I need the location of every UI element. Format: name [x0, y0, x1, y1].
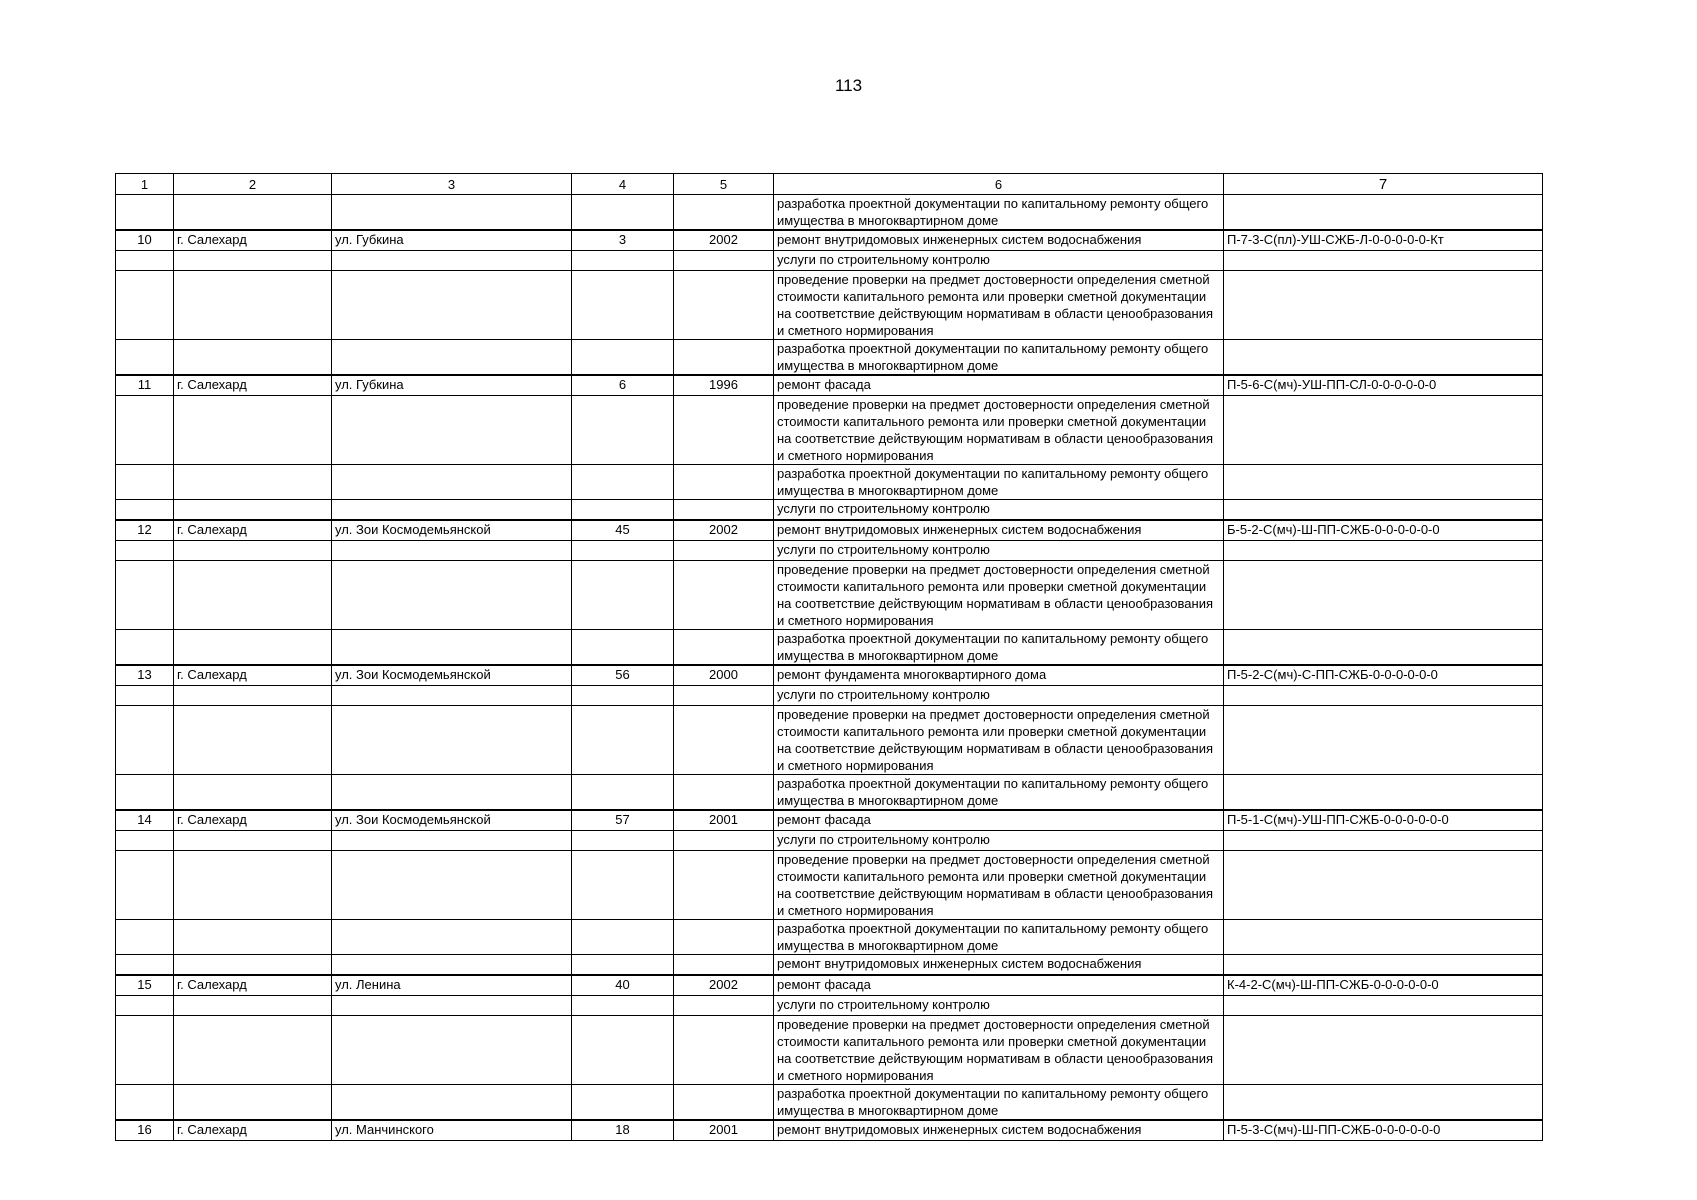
street-cell: ул. Губкина: [332, 375, 572, 396]
year-cell: [674, 686, 774, 706]
repair-registry-table: [115, 173, 1543, 1141]
house-number-cell: [572, 630, 674, 666]
work-type-cell: ремонт внутридомовых инженерных систем водоснабжения: [774, 520, 1224, 541]
house-number-cell: [572, 996, 674, 1016]
year-cell: 2002: [674, 230, 774, 251]
table-body: [116, 195, 1543, 1141]
year-cell: [674, 195, 774, 231]
street-cell: ул. Губкина: [332, 230, 572, 251]
building-code-cell: [1224, 251, 1543, 271]
work-type-cell: услуги по строительному контролю: [774, 251, 1224, 271]
house-number-cell: 6: [572, 375, 674, 396]
street-cell: [332, 831, 572, 851]
city-cell: [174, 955, 332, 976]
city-cell: г. Салехард: [174, 975, 332, 996]
street-cell: [332, 465, 572, 500]
table-row: [116, 195, 1543, 231]
table-row: [116, 1016, 1543, 1085]
city-cell: [174, 561, 332, 630]
row-number-cell: [116, 775, 174, 811]
row-number-cell: [116, 251, 174, 271]
row-number-cell: 12: [116, 520, 174, 541]
work-type-cell: услуги по строительному контролю: [774, 686, 1224, 706]
street-cell: [332, 500, 572, 521]
row-number-cell: [116, 686, 174, 706]
building-code-cell: [1224, 851, 1543, 920]
year-cell: 2002: [674, 975, 774, 996]
city-cell: г. Салехард: [174, 1120, 332, 1141]
work-type-cell: разработка проектной документации по капитальному ремонту общего имущества в многоквартирном доме: [774, 920, 1224, 955]
row-number-cell: [116, 195, 174, 231]
table-row: [116, 396, 1543, 465]
street-cell: [332, 630, 572, 666]
city-cell: [174, 396, 332, 465]
city-cell: [174, 775, 332, 811]
table-row: [116, 920, 1543, 955]
row-number-cell: [116, 500, 174, 521]
building-code-cell: [1224, 465, 1543, 500]
year-cell: [674, 920, 774, 955]
building-code-cell: [1224, 271, 1543, 340]
row-number-cell: [116, 831, 174, 851]
house-number-cell: 40: [572, 975, 674, 996]
city-cell: [174, 706, 332, 775]
house-number-cell: [572, 561, 674, 630]
year-cell: [674, 251, 774, 271]
year-cell: 2000: [674, 665, 774, 686]
house-number-cell: [572, 1085, 674, 1121]
street-cell: [332, 1016, 572, 1085]
city-cell: [174, 686, 332, 706]
house-number-cell: [572, 396, 674, 465]
work-type-cell: разработка проектной документации по капитальному ремонту общего имущества в многоквартирном доме: [774, 1085, 1224, 1121]
house-number-cell: [572, 955, 674, 976]
street-cell: ул. Зои Космодемьянской: [332, 665, 572, 686]
work-type-cell: разработка проектной документации по капитальному ремонту общего имущества в многоквартирном доме: [774, 775, 1224, 811]
row-number-cell: 14: [116, 810, 174, 831]
house-number-cell: [572, 831, 674, 851]
street-cell: ул. Манчинского: [332, 1120, 572, 1141]
building-code-cell: [1224, 195, 1543, 231]
house-number-cell: [572, 1016, 674, 1085]
city-cell: [174, 851, 332, 920]
year-cell: [674, 340, 774, 376]
work-type-cell: проведение проверки на предмет достоверности определения сметной стоимости капитального ремонта или проверки сметной документации на соответствие действующим нормативам в области ценообразования и сметного нормирования: [774, 396, 1224, 465]
building-code-cell: [1224, 1016, 1543, 1085]
table-row: [116, 775, 1543, 811]
work-type-cell: проведение проверки на предмет достоверности определения сметной стоимости капитального ремонта или проверки сметной документации на соответствие действующим нормативам в области ценообразования и сметного нормирования: [774, 271, 1224, 340]
work-type-cell: ремонт фундамента многоквартирного дома: [774, 665, 1224, 686]
city-cell: г. Салехард: [174, 230, 332, 251]
table-row: [116, 975, 1543, 996]
house-number-cell: [572, 775, 674, 811]
row-number-cell: 10: [116, 230, 174, 251]
building-code-cell: [1224, 775, 1543, 811]
building-code-cell: П-7-3-С(пл)-УШ-СЖБ-Л-0-0-0-0-0-Кт: [1224, 230, 1543, 251]
column-number-row: [116, 174, 1543, 195]
table-row: [116, 1120, 1543, 1141]
city-cell: [174, 1085, 332, 1121]
city-cell: [174, 996, 332, 1016]
row-number-cell: [116, 996, 174, 1016]
building-code-cell: [1224, 831, 1543, 851]
work-type-cell: разработка проектной документации по капитальному ремонту общего имущества в многоквартирном доме: [774, 340, 1224, 376]
work-type-cell: ремонт фасада: [774, 810, 1224, 831]
street-cell: [332, 955, 572, 976]
year-cell: [674, 465, 774, 500]
year-cell: [674, 561, 774, 630]
house-number-cell: [572, 251, 674, 271]
house-number-cell: [572, 195, 674, 231]
work-type-cell: ремонт фасада: [774, 975, 1224, 996]
city-cell: [174, 195, 332, 231]
building-code-cell: Б-5-2-С(мч)-Ш-ПП-СЖБ-0-0-0-0-0-0: [1224, 520, 1543, 541]
year-cell: [674, 630, 774, 666]
work-type-cell: услуги по строительному контролю: [774, 831, 1224, 851]
street-cell: ул. Ленина: [332, 975, 572, 996]
house-number-cell: [572, 541, 674, 561]
table-row: [116, 271, 1543, 340]
street-cell: [332, 1085, 572, 1121]
building-code-cell: [1224, 630, 1543, 666]
building-code-cell: [1224, 500, 1543, 521]
work-type-cell: ремонт внутридомовых инженерных систем водоснабжения: [774, 1120, 1224, 1141]
city-cell: [174, 465, 332, 500]
building-code-cell: [1224, 996, 1543, 1016]
table-row: [116, 686, 1543, 706]
column-header: 6: [774, 174, 1224, 195]
city-cell: [174, 251, 332, 271]
year-cell: [674, 396, 774, 465]
street-cell: [332, 541, 572, 561]
column-header: 7: [1224, 174, 1543, 195]
street-cell: [332, 396, 572, 465]
street-cell: ул. Зои Космодемьянской: [332, 520, 572, 541]
row-number-cell: [116, 851, 174, 920]
work-type-cell: услуги по строительному контролю: [774, 500, 1224, 521]
work-type-cell: проведение проверки на предмет достоверности определения сметной стоимости капитального ремонта или проверки сметной документации на соответствие действующим нормативам в области ценообразования и сметного нормирования: [774, 851, 1224, 920]
table-row: [116, 500, 1543, 521]
city-cell: [174, 500, 332, 521]
building-code-cell: [1224, 920, 1543, 955]
city-cell: [174, 630, 332, 666]
street-cell: [332, 340, 572, 376]
building-code-cell: [1224, 541, 1543, 561]
house-number-cell: [572, 851, 674, 920]
table-row: [116, 665, 1543, 686]
city-cell: г. Салехард: [174, 810, 332, 831]
city-cell: г. Салехард: [174, 375, 332, 396]
row-number-cell: 13: [116, 665, 174, 686]
table-row: [116, 1085, 1543, 1121]
table-row: [116, 810, 1543, 831]
work-type-cell: разработка проектной документации по капитальному ремонту общего имущества в многоквартирном доме: [774, 465, 1224, 500]
table-row: [116, 831, 1543, 851]
street-cell: [332, 851, 572, 920]
table-row: [116, 465, 1543, 500]
row-number-cell: [116, 465, 174, 500]
house-number-cell: 56: [572, 665, 674, 686]
work-type-cell: ремонт фасада: [774, 375, 1224, 396]
building-code-cell: К-4-2-С(мч)-Ш-ПП-СЖБ-0-0-0-0-0-0: [1224, 975, 1543, 996]
street-cell: [332, 775, 572, 811]
row-number-cell: [116, 271, 174, 340]
city-cell: [174, 831, 332, 851]
city-cell: [174, 541, 332, 561]
row-number-cell: [116, 1016, 174, 1085]
row-number-cell: [116, 1085, 174, 1121]
year-cell: 2001: [674, 810, 774, 831]
table-row: [116, 251, 1543, 271]
city-cell: г. Салехард: [174, 520, 332, 541]
table-row: [116, 541, 1543, 561]
house-number-cell: [572, 686, 674, 706]
year-cell: [674, 955, 774, 976]
row-number-cell: [116, 706, 174, 775]
work-type-cell: услуги по строительному контролю: [774, 996, 1224, 1016]
house-number-cell: [572, 465, 674, 500]
table-row: [116, 340, 1543, 376]
work-type-cell: ремонт внутридомовых инженерных систем водоснабжения: [774, 955, 1224, 976]
building-code-cell: [1224, 340, 1543, 376]
street-cell: [332, 251, 572, 271]
table-row: [116, 520, 1543, 541]
table-row: [116, 561, 1543, 630]
row-number-cell: [116, 340, 174, 376]
column-header: 4: [572, 174, 674, 195]
building-code-cell: П-5-1-С(мч)-УШ-ПП-СЖБ-0-0-0-0-0-0: [1224, 810, 1543, 831]
table-row: [116, 375, 1543, 396]
street-cell: [332, 920, 572, 955]
work-type-cell: разработка проектной документации по капитальному ремонту общего имущества в многоквартирном доме: [774, 630, 1224, 666]
house-number-cell: [572, 340, 674, 376]
building-code-cell: [1224, 561, 1543, 630]
house-number-cell: 45: [572, 520, 674, 541]
work-type-cell: проведение проверки на предмет достоверности определения сметной стоимости капитального ремонта или проверки сметной документации на соответствие действующим нормативам в области ценообразования и сметного нормирования: [774, 1016, 1224, 1085]
city-cell: [174, 271, 332, 340]
house-number-cell: 3: [572, 230, 674, 251]
year-cell: 2001: [674, 1120, 774, 1141]
house-number-cell: [572, 271, 674, 340]
building-code-cell: [1224, 396, 1543, 465]
street-cell: [332, 195, 572, 231]
city-cell: [174, 1016, 332, 1085]
building-code-cell: [1224, 686, 1543, 706]
row-number-cell: [116, 920, 174, 955]
column-header: 1: [116, 174, 174, 195]
year-cell: 2002: [674, 520, 774, 541]
city-cell: [174, 340, 332, 376]
table-row: [116, 955, 1543, 976]
table-row: [116, 851, 1543, 920]
year-cell: [674, 996, 774, 1016]
work-type-cell: проведение проверки на предмет достоверности определения сметной стоимости капитального ремонта или проверки сметной документации на соответствие действующим нормативам в области ценообразования и сметного нормирования: [774, 561, 1224, 630]
page-number: 113: [834, 76, 863, 95]
table-row: [116, 706, 1543, 775]
row-number-cell: [116, 561, 174, 630]
work-type-cell: проведение проверки на предмет достоверности определения сметной стоимости капитального ремонта или проверки сметной документации на соответствие действующим нормативам в области ценообразования и сметного нормирования: [774, 706, 1224, 775]
building-code-cell: [1224, 955, 1543, 976]
street-cell: [332, 996, 572, 1016]
year-cell: [674, 775, 774, 811]
street-cell: [332, 271, 572, 340]
work-type-cell: разработка проектной документации по капитальному ремонту общего имущества в многоквартирном доме: [774, 195, 1224, 231]
year-cell: [674, 1085, 774, 1121]
row-number-cell: [116, 630, 174, 666]
year-cell: [674, 271, 774, 340]
year-cell: [674, 541, 774, 561]
row-number-cell: 16: [116, 1120, 174, 1141]
street-cell: [332, 561, 572, 630]
work-type-cell: ремонт внутридомовых инженерных систем водоснабжения: [774, 230, 1224, 251]
row-number-cell: 15: [116, 975, 174, 996]
row-number-cell: [116, 396, 174, 465]
year-cell: [674, 1016, 774, 1085]
year-cell: [674, 500, 774, 521]
city-cell: г. Салехард: [174, 665, 332, 686]
column-header: 3: [332, 174, 572, 195]
column-header: 2: [174, 174, 332, 195]
house-number-cell: [572, 920, 674, 955]
city-cell: [174, 920, 332, 955]
street-cell: [332, 686, 572, 706]
row-number-cell: [116, 955, 174, 976]
year-cell: [674, 851, 774, 920]
year-cell: [674, 831, 774, 851]
street-cell: ул. Зои Космодемьянской: [332, 810, 572, 831]
table-row: [116, 996, 1543, 1016]
year-cell: [674, 706, 774, 775]
building-code-cell: П-5-3-С(мч)-Ш-ПП-СЖБ-0-0-0-0-0-0: [1224, 1120, 1543, 1141]
column-header: 5: [674, 174, 774, 195]
table-row: [116, 630, 1543, 666]
row-number-cell: [116, 541, 174, 561]
building-code-cell: [1224, 706, 1543, 775]
building-code-cell: [1224, 1085, 1543, 1121]
building-code-cell: П-5-6-С(мч)-УШ-ПП-СЛ-0-0-0-0-0-0: [1224, 375, 1543, 396]
house-number-cell: [572, 500, 674, 521]
work-type-cell: услуги по строительному контролю: [774, 541, 1224, 561]
table-row: [116, 230, 1543, 251]
building-code-cell: П-5-2-С(мч)-С-ПП-СЖБ-0-0-0-0-0-0: [1224, 665, 1543, 686]
street-cell: [332, 706, 572, 775]
row-number-cell: 11: [116, 375, 174, 396]
house-number-cell: [572, 706, 674, 775]
house-number-cell: 18: [572, 1120, 674, 1141]
year-cell: 1996: [674, 375, 774, 396]
house-number-cell: 57: [572, 810, 674, 831]
